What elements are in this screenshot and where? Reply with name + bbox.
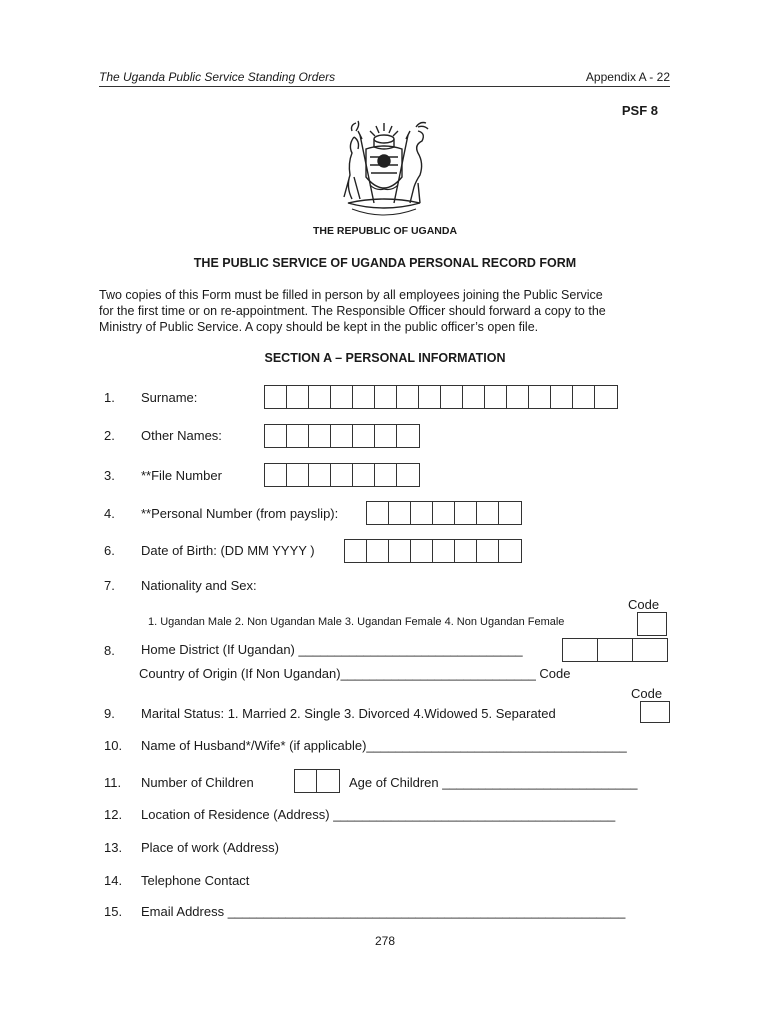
personal-number-label: **Personal Number (from payslip): (141, 506, 339, 521)
running-header-appendix: Appendix A - 22 (585, 70, 670, 84)
residence-address-field[interactable]: Location of Residence (Address) _______________________________________ (141, 807, 616, 822)
file-number-input-boxes[interactable] (264, 463, 420, 487)
file-number-label: **File Number (141, 468, 222, 483)
intro-line: Ministry of Public Service. A copy should be kept in the public officer’s open file. (99, 320, 539, 334)
intro-line: for the first time or on re-appointment. The Responsible Officer should forward a copy to the (99, 304, 606, 318)
intro-paragraph (99, 287, 679, 335)
number-of-children-boxes[interactable] (294, 769, 340, 793)
uganda-coat-of-arms-icon (330, 117, 438, 223)
republic-caption: THE REPUBLIC OF UGANDA (312, 225, 458, 237)
field-number: 2. (104, 428, 115, 443)
nationality-code-box[interactable] (637, 612, 667, 636)
surname-label: Surname: (141, 390, 198, 405)
field-number: 13. (104, 840, 123, 855)
marital-code-label: Code (631, 686, 663, 701)
personal-number-input-boxes[interactable] (366, 501, 522, 525)
spouse-name-field[interactable]: Name of Husband*/Wife* (if applicable)____________________________________ (141, 738, 627, 753)
field-number: 12. (104, 807, 123, 822)
field-number: 15. (104, 904, 123, 919)
nationality-code-label: Code (628, 597, 660, 612)
date-of-birth-label: Date of Birth: (DD MM YYYY ) (141, 543, 315, 558)
field-number: 4. (104, 506, 115, 521)
place-of-work-label: Place of work (Address) (141, 840, 279, 855)
home-district-label: Home District (If Ugandan) _______________________________ (141, 642, 523, 657)
form-title: THE PUBLIC SERVICE OF UGANDA PERSONAL RECORD FORM (193, 256, 577, 270)
date-of-birth-input-boxes[interactable] (344, 539, 522, 563)
surname-input-boxes[interactable] (264, 385, 618, 409)
field-number: 8. (104, 643, 115, 658)
page-number: 278 (374, 934, 396, 948)
other-names-input-boxes[interactable] (264, 424, 420, 448)
field-number: 7. (104, 578, 115, 593)
marital-code-box[interactable] (640, 701, 670, 723)
age-of-children-field[interactable]: Age of Children ___________________________ (349, 775, 638, 790)
intro-line: Two copies of this Form must be filled in person by all employees joining the Public Service (99, 288, 603, 302)
field-number: 11. (104, 775, 122, 790)
field-number: 3. (104, 468, 115, 483)
field-number: 14. (104, 873, 123, 888)
section-a-title: SECTION A – PERSONAL INFORMATION (264, 351, 506, 365)
email-address-field[interactable]: Email Address _______________________________________________________ (141, 904, 626, 919)
field-number: 10. (104, 738, 123, 753)
other-names-label: Other Names: (141, 428, 222, 443)
telephone-contact-label: Telephone Contact (141, 873, 250, 888)
nationality-label: Nationality and Sex: (141, 578, 257, 593)
country-of-origin-label: Country of Origin (If Non Ugandan)___________________________ Code (139, 666, 571, 681)
header-rule (99, 86, 670, 87)
field-number: 1. (104, 390, 115, 405)
number-of-children-label: Number of Children (141, 775, 254, 790)
running-header-title: The Uganda Public Service Standing Orders (99, 70, 336, 84)
marital-status-label: Marital Status: 1. Married 2. Single 3. Divorced 4.Widowed 5. Separated (141, 706, 556, 721)
field-number: 9. (104, 706, 115, 721)
nationality-options: 1. Ugandan Male 2. Non Ugandan Male 3. Ugandan Female 4. Non Ugandan Female (148, 616, 565, 628)
form-code: PSF 8 (621, 103, 658, 118)
field-number: 6. (104, 543, 115, 558)
home-district-code-boxes[interactable] (562, 638, 668, 662)
